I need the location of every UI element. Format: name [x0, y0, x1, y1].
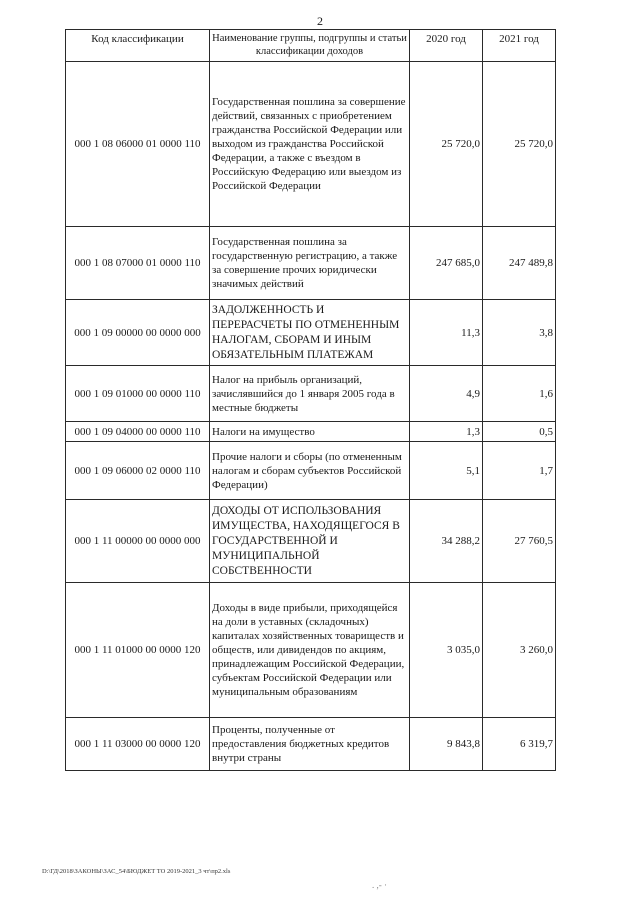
row-value-2021: 27 760,5: [483, 500, 556, 583]
row-value-2020: 1,3: [410, 422, 483, 442]
row-name: Доходы в виде прибыли, приходящейся на доли в уставных (складочных) капиталах хозяйственных товариществ и обществ, или дивидендов по акциям, принадлежащим Российской Федерации, субъектам Российской Федерации или муниципальным образованиям: [210, 583, 410, 718]
row-code: 000 1 09 04000 00 0000 110: [66, 422, 210, 442]
header-year-2021: 2021 год: [483, 30, 556, 62]
table-row: [66, 442, 556, 500]
header-code: Код классификации: [66, 30, 210, 62]
page-number: 2: [317, 14, 323, 28]
row-value-2020: 247 685,0: [410, 227, 483, 300]
row-code: 000 1 11 00000 00 0000 000: [66, 500, 210, 583]
row-name: ЗАДОЛЖЕННОСТЬ И ПЕРЕРАСЧЕТЫ ПО ОТМЕНЕННЫМ НАЛОГАМ, СБОРАМ И ИНЫМ ОБЯЗАТЕЛЬНЫМ ПЛАТЕЖАМ: [210, 300, 410, 366]
row-value-2021: 25 720,0: [483, 62, 556, 227]
table-row: [66, 718, 556, 771]
row-value-2021: 3,8: [483, 300, 556, 366]
row-name: Прочие налоги и сборы (по отмененным налогам и сборам субъектов Российской Федерации): [210, 442, 410, 500]
table-row: [66, 583, 556, 718]
row-name: Налог на прибыль организаций, зачислявшийся до 1 января 2005 года в местные бюджеты: [210, 366, 410, 422]
table-row: [66, 366, 556, 422]
row-name: Налоги на имущество: [210, 422, 410, 442]
table-row: [66, 227, 556, 300]
row-value-2020: 3 035,0: [410, 583, 483, 718]
row-code: 000 1 09 01000 00 0000 110: [66, 366, 210, 422]
table-row: [66, 62, 556, 227]
row-name: Государственная пошлина за совершение действий, связанных с приобретением гражданства Российской Федерации или выходом из гражданства Российской Федерации, а также с въездом в Российскую Федерацию или выездом из Российской Федерации: [210, 62, 410, 227]
table-row: [66, 500, 556, 583]
row-code: 000 1 08 07000 01 0000 110: [66, 227, 210, 300]
table-row: [66, 300, 556, 366]
header-year-2020: 2020 год: [410, 30, 483, 62]
row-name: ДОХОДЫ ОТ ИСПОЛЬЗОВАНИЯ ИМУЩЕСТВА, НАХОДЯЩЕГОСЯ В ГОСУДАРСТВЕННОЙ И МУНИЦИПАЛЬНОЙ СОБСТВЕННОСТИ: [210, 500, 410, 583]
row-value-2021: 3 260,0: [483, 583, 556, 718]
row-name: Государственная пошлина за государственную регистрацию, а также за совершение прочих юридически значимых действий: [210, 227, 410, 300]
row-value-2020: 9 843,8: [410, 718, 483, 771]
header-name: Наименование группы, подгруппы и статьи классификации доходов: [210, 30, 410, 62]
row-value-2021: 0,5: [483, 422, 556, 442]
table-row: [66, 422, 556, 442]
row-value-2020: 5,1: [410, 442, 483, 500]
row-value-2020: 11,3: [410, 300, 483, 366]
row-value-2021: 1,6: [483, 366, 556, 422]
row-value-2020: 4,9: [410, 366, 483, 422]
row-code: 000 1 11 01000 00 0000 120: [66, 583, 210, 718]
scan-mark: . ,- ·: [372, 880, 387, 890]
row-value-2021: 6 319,7: [483, 718, 556, 771]
row-value-2021: 247 489,8: [483, 227, 556, 300]
row-code: 000 1 11 03000 00 0000 120: [66, 718, 210, 771]
income-classification-table: [65, 29, 556, 771]
row-code: 000 1 09 06000 02 0000 110: [66, 442, 210, 500]
row-code: 000 1 09 00000 00 0000 000: [66, 300, 210, 366]
table-header-row: [66, 30, 556, 62]
row-code: 000 1 08 06000 01 0000 110: [66, 62, 210, 227]
row-value-2021: 1,7: [483, 442, 556, 500]
file-path-footer: D:\ГД\2018\ЗАКОНЫ\ЗАС_54\БЮДЖЕТ ТО 2019-2021_3 чт\пр2.xls: [42, 868, 231, 875]
row-value-2020: 25 720,0: [410, 62, 483, 227]
row-name: Проценты, полученные от предоставления бюджетных кредитов внутри страны: [210, 718, 410, 771]
row-value-2020: 34 288,2: [410, 500, 483, 583]
